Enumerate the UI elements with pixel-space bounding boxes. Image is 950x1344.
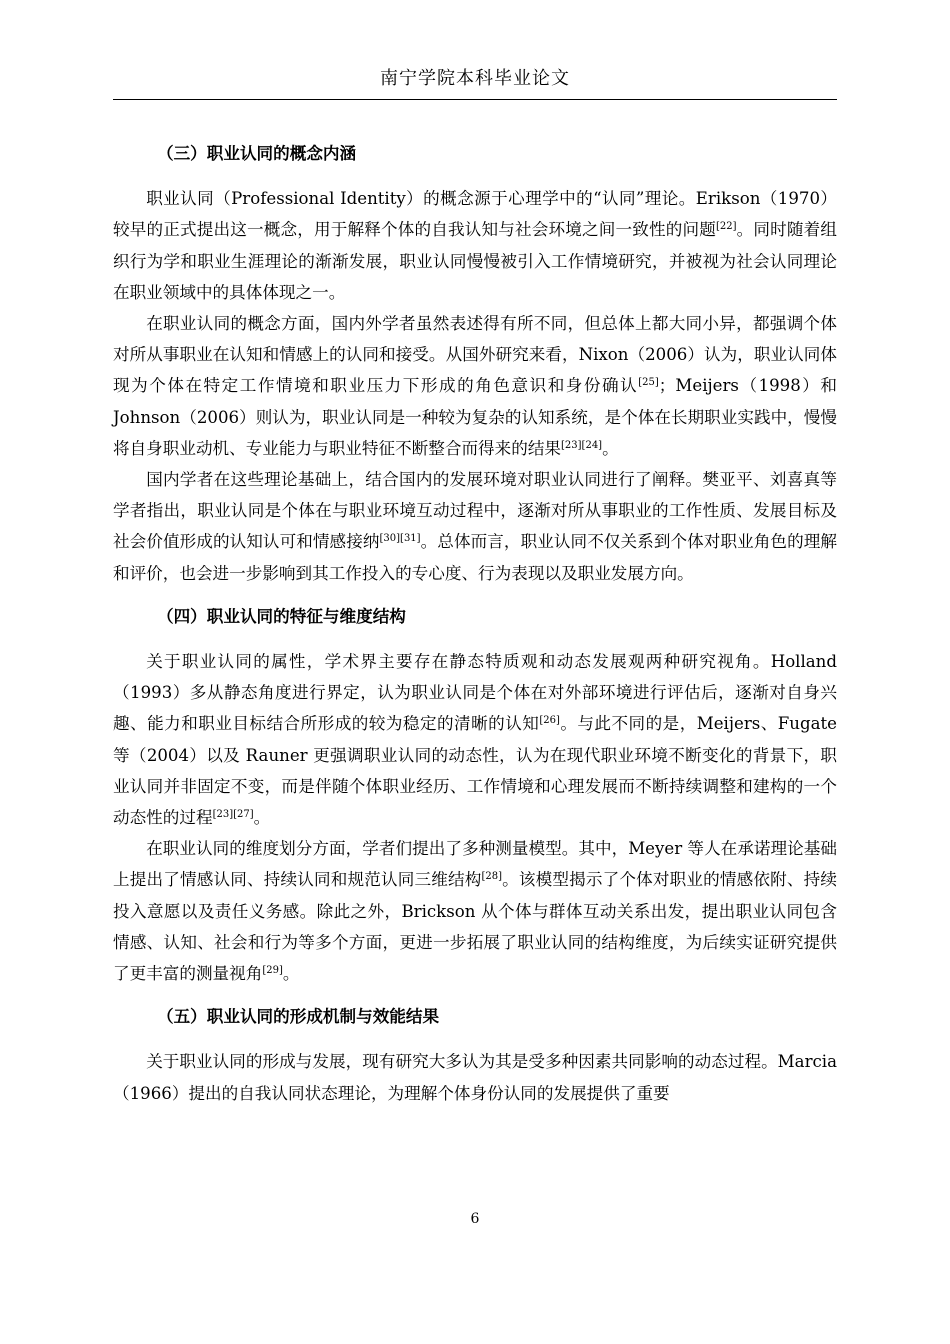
body-paragraph (113, 1046, 837, 1108)
text-run: 。该模型揭示了个体对职业的情感依附、持续投入意愿以及责任义务感。除此之外，Brickson 从个体与群体互动关系出发，提出职业认同包含情感、认知、社会和行为等多个方面，更进一步拓展了职业认同的结构维度，为后续实证研究提供了更丰富的测量视角 (113, 870, 837, 984)
section-heading: （五）职业认同的形成机制与效能结果 (157, 1006, 440, 1027)
document-body (113, 138, 837, 1109)
body-paragraph (113, 183, 837, 308)
citation-reference: [30][31] (379, 533, 421, 545)
text-run: 在职业认同的概念方面，国内外学者虽然表述得有所不同，但总体上都大同小异，都强调个体对所从事职业在认知和情感上的认同和接受。从国外研究来看，Nixon（2006）认为，职业认同体现为个体在特定工作情境和职业压力下形成的角色意识和身份确认 (113, 314, 837, 396)
body-paragraph (113, 308, 837, 464)
text-run: 。同时随着组织行为学和职业生涯理论的渐渐发展，职业认同慢慢被引入工作情境研究，并被视为社会认同理论在职业领域中的具体体现之一。 (113, 220, 838, 302)
section-heading: （四）职业认同的特征与维度结构 (157, 605, 406, 626)
citation-reference: [25] (638, 377, 659, 389)
text-run: 职业认同（Professional Identity）的概念源于心理学中的“认同”理论。Erikson（1970）较早的正式提出这一概念，用于解释个体的自我认知与社会环境之间一致性的问题 (113, 189, 837, 240)
citation-reference: [28] (481, 871, 503, 883)
text-run: 。 (282, 964, 300, 984)
citation-reference: [26] (539, 715, 560, 727)
text-run: 。与此不同的是，Meijers、Fugate 等（2004）以及 Rauner 更强调职业认同的动态性，认为在现代职业环境不断变化的背景下，职业认同并非固定不变，而是伴随个体职业经历、工作情境和心理发展而不断持续调整和建构的一个动态性的过程 (113, 714, 837, 828)
text-run: 关于职业认同的属性，学术界主要存在静态特质观和动态发展观两种研究视角。Holland（1993）多从静态角度进行界定，认为职业认同是个体在对外部环境进行评估后，逐渐对自身兴趣、能力和职业目标结合所形成的较为稳定的清晰的认知 (113, 652, 837, 734)
text-run: 关于职业认同的形成与发展，现有研究大多认为其是受多种因素共同影响的动态过程。Marcia（1966）提出的自我认同状态理论，为理解个体身份认同的发展提供了重要 (113, 1052, 837, 1103)
page-header-title: 南宁学院本科毕业论文 (380, 68, 570, 89)
text-run: 。 (253, 808, 271, 828)
header-divider (113, 99, 837, 100)
citation-reference: [22] (715, 221, 737, 233)
text-run: 。 (602, 438, 619, 458)
text-run: 在职业认同的维度划分方面，学者们提出了多种测量模型。其中，Meyer 等人在承诺理论基础上提出了情感认同、持续认同和规范认同三维结构 (113, 839, 837, 890)
citation-reference: [29] (262, 965, 283, 977)
body-paragraph (113, 646, 837, 833)
body-paragraph (113, 833, 837, 989)
text-run: 国内学者在这些理论基础上，结合国内的发展环境对职业认同进行了阐释。樊亚平、刘喜真等学者指出，职业认同是个体在与职业环境互动过程中，逐渐对所从事职业的工作性质、发展目标及社会价值形成的认知认可和情感接纳 (113, 470, 837, 552)
text-run: 。总体而言，职业认同不仅关系到个体对职业角色的理解和评价，也会进一步影响到其工作投入的专心度、行为表现以及职业发展方向。 (113, 532, 838, 583)
body-paragraph (113, 464, 837, 589)
citation-reference: [23][27] (212, 809, 254, 821)
citation-reference: [23][24] (561, 439, 603, 451)
page-number: 6 (470, 1211, 480, 1227)
section-heading: （三）职业认同的概念内涵 (157, 143, 357, 163)
text-run: ；Meijers（1998）和 Johnson（2006）则认为，职业认同是一种较为复杂的认知系统，是个体在长期职业实践中，慢慢将自身职业动机、专业能力与职业特征不断整合而得来的结果 (113, 376, 838, 458)
